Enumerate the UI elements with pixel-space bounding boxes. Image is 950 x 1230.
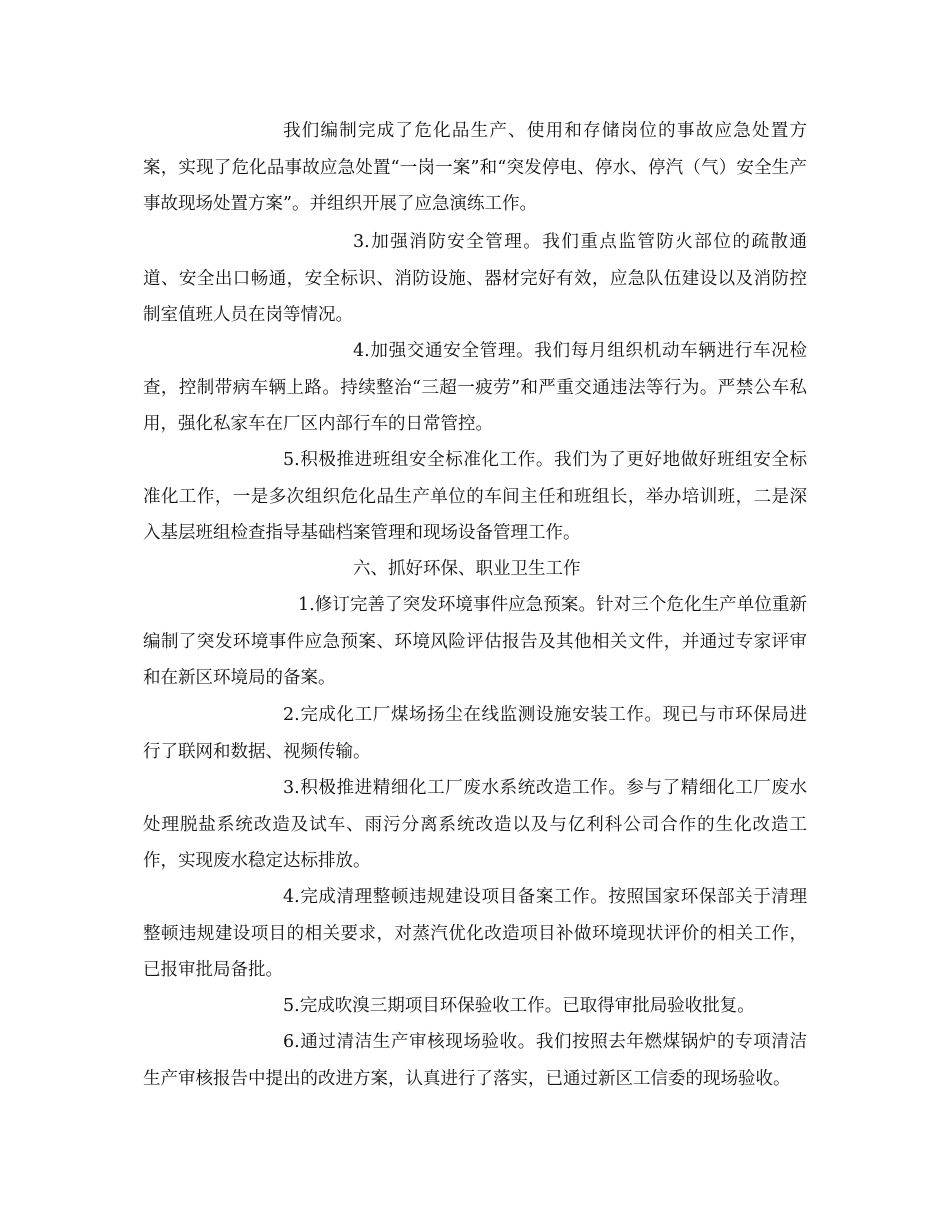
paragraph-dust-monitoring: 2.完成化工厂煤场扬尘在线监测设施安装工作。现已与市环保局进行了联网和数据、视频传输。	[143, 705, 807, 762]
paragraph-bromine-acceptance: 5.完成吹溴三期项目环保验收工作。已取得审批局验收批复。	[283, 996, 755, 1016]
paragraph-clean-production: 6.通过清洁生产审核现场验收。我们按照去年燃煤锅炉的专项清洁生产审核报告中提出的改进方案，认真进行了落实，已通过新区工信委的现场验收。	[143, 1032, 807, 1089]
paragraph-traffic-safety: 4.加强交通安全管理。我们每月组织机动车辆进行车况检查，控制带病车辆上路。持续整治“三超一疲劳”和严重交通违法等行为。严禁公车私用，强化私家车在厂区内部行车的日常管控。	[143, 341, 807, 434]
paragraph-fire-safety: 3.加强消防安全管理。我们重点监管防火部位的疏散通道、安全出口畅通，安全标识、消防设施、器材完好有效，应急队伍建设以及消防控制室值班人员在岗等情况。	[143, 232, 807, 325]
paragraph-wastewater: 3.积极推进精细化工厂废水系统改造工作。参与了精细化工厂废水处理脱盐系统改造及试车、雨污分离系统改造以及与亿利科公司合作的生化改造工作，实现废水稳定达标排放。	[143, 778, 807, 871]
paragraph-project-filing: 4.完成清理整顿违规建设项目备案工作。按照国家环保部关于清理整顿违规建设项目的相关要求，对蒸汽优化改造项目补做环境现状评价的相关工作，已报审批局备批。	[143, 887, 807, 980]
paragraph-team-standardization: 5.积极推进班组安全标准化工作。我们为了更好地做好班组安全标准化工作，一是多次组织危化品生产单位的车间主任和班组长，举办培训班，二是深入基层班组检查指导基础档案管理和现场设备管理工作。	[143, 450, 807, 543]
section-heading-environment: 六、抓好环保、职业卫生工作	[353, 559, 581, 579]
paragraph-emergency-preplan: 1.修订完善了突发环境事件应急预案。针对三个危化生产单位重新编制了突发环境事件应急预案、环境风险评估报告及其他相关文件，并通过专家评审和在新区环境局的备案。	[143, 595, 807, 688]
paragraph-emergency-plan: 我们编制完成了危化品生产、使用和存储岗位的事故应急处置方案，实现了危化品事故应急处置“一岗一案”和“突发停电、停水、停汽（气）安全生产事故现场处置方案”。并组织开展了应急演练工作。	[143, 121, 807, 214]
